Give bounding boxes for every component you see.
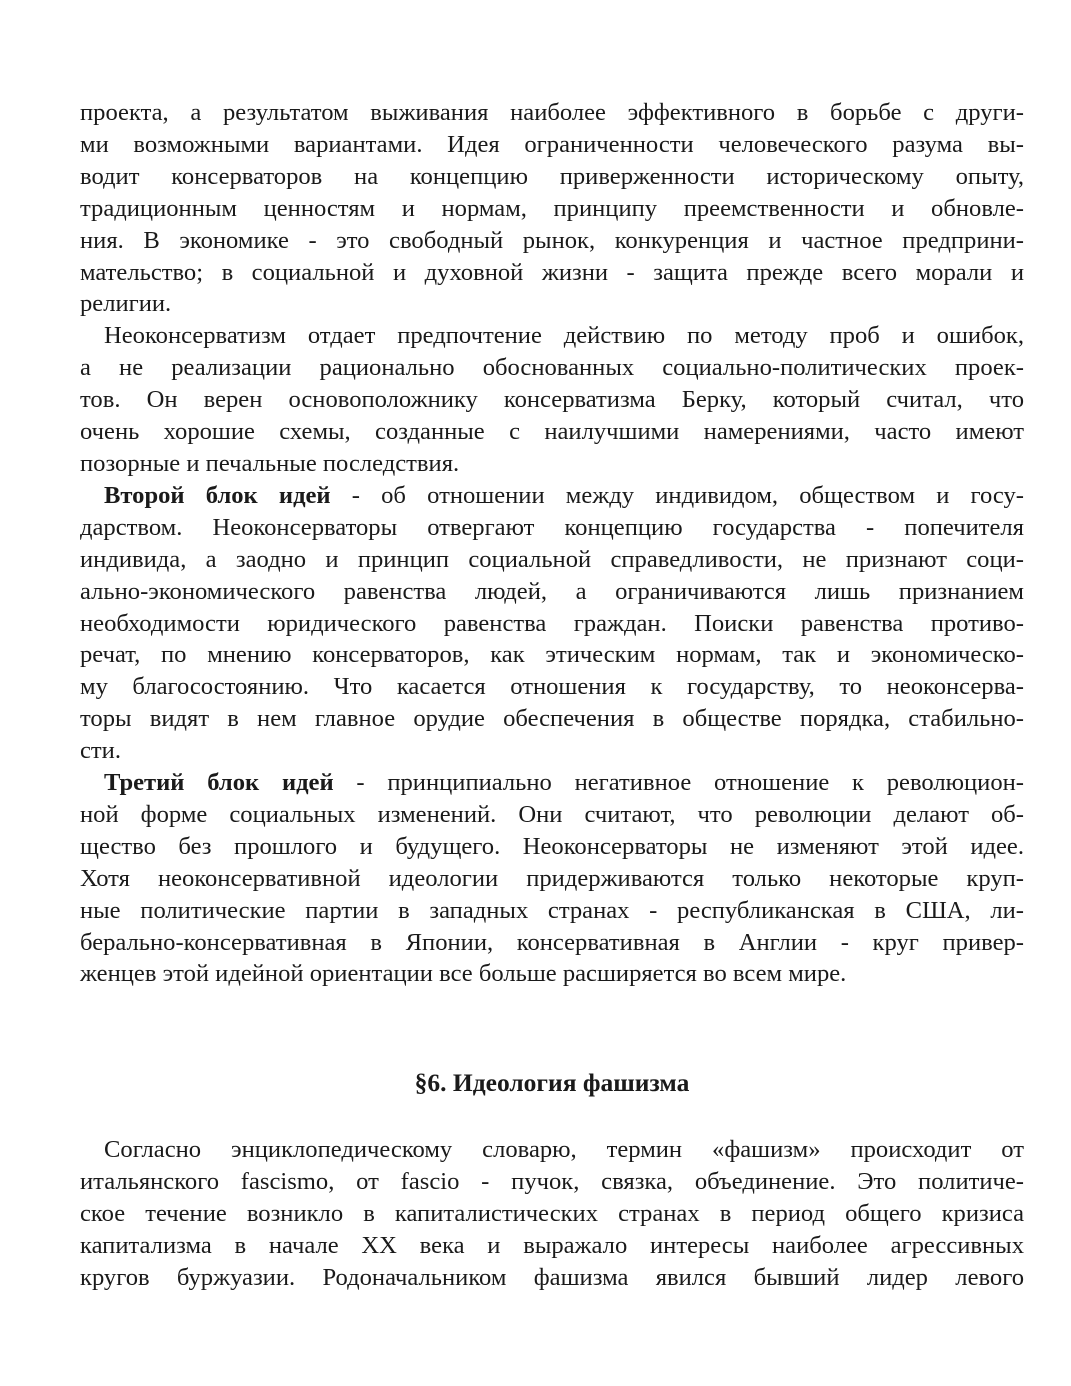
text-line: берально-консервативная в Японии, консервативная в Англии - круг привер- bbox=[80, 928, 1024, 956]
lead-rest: - принципиально негативное отношение к революцион- bbox=[333, 769, 1024, 797]
text-line: позорные и печальные последствия. bbox=[80, 449, 460, 477]
text-line: торы видят в нем главное орудие обеспечения в обществе порядка, стабильно- bbox=[80, 705, 1024, 733]
text-line: очень хорошие схемы, созданные с наилучшими намерениями, часто имеют bbox=[80, 418, 1024, 446]
section-text bbox=[80, 1134, 1024, 1294]
text-line: Хотя неоконсервативной идеологии придерживаются только некоторые круп- bbox=[80, 864, 1024, 892]
text-line: ния. В экономике - это свободный рынок, конкуренция и частное предприни- bbox=[80, 226, 1024, 254]
text-line: водит консерваторов на концепцию приверженности историческому опыту, bbox=[80, 162, 1024, 190]
main-text bbox=[80, 97, 1024, 990]
text-line: мательство; в социальной и духовной жизни - защита прежде всего морали и bbox=[80, 258, 1024, 286]
bold-lead: Второй блок идей bbox=[104, 481, 331, 509]
text-line: итальянского fascismo, от fascio - пучок, связка, объединение. Это политиче- bbox=[80, 1167, 1024, 1195]
text-line: капитализма в начале XX века и выражало интересы наиболее агрессивных bbox=[80, 1231, 1024, 1259]
text-line: традиционным ценностям и нормам, принципу преемственности и обновле- bbox=[80, 194, 1024, 222]
lead-rest: - об отношении между индивидом, обществом и госу- bbox=[330, 481, 1024, 509]
text-line: ной форме социальных изменений. Они считают, что революции делают об- bbox=[80, 800, 1024, 828]
text-line: речат, по мнению консерваторов, как этическим нормам, так и экономическо- bbox=[80, 641, 1024, 669]
text-line: кругов буржуазии. Родоначальником фашизма явился бывший лидер левого bbox=[80, 1263, 1024, 1291]
text-line bbox=[80, 767, 1024, 799]
text-line: Неоконсерватизм отдает предпочтение действию по методу проб и ошибок, bbox=[104, 322, 1024, 350]
text-line: Согласно энциклопедическому словарю, термин «фашизм» происходит от bbox=[104, 1136, 1024, 1163]
text-line: проекта, а результатом выживания наиболее эффективного в борьбе с други- bbox=[80, 99, 1024, 126]
paragraph-neoconservatism bbox=[80, 320, 1024, 480]
paragraph-third-block bbox=[80, 767, 1024, 990]
text-line: ское течение возникло в капиталистических странах в период общего кризиса bbox=[80, 1199, 1024, 1227]
text-line: му благосостоянию. Что касается отношения к государству, то неоконсерва- bbox=[80, 673, 1024, 701]
text-line: дарством. Неоконсерваторы отвергают концепцию государства - попечителя bbox=[80, 513, 1024, 541]
text-line: индивида, а заодно и принцип социальной справедливости, не признают соци- bbox=[80, 545, 1024, 573]
paragraph-fascism-definition bbox=[80, 1134, 1024, 1294]
text-line: щество без прошлого и будущего. Неоконсерваторы не изменяют этой идее. bbox=[80, 832, 1024, 860]
text-line: ми возможными вариантами. Идея ограниченности человеческого разума вы- bbox=[80, 130, 1024, 158]
text-line: а не реализации рационально обоснованных социально-политических проек- bbox=[80, 354, 1024, 382]
text-line bbox=[80, 480, 1024, 512]
bold-lead: Третий блок идей bbox=[104, 769, 334, 797]
text-line: женцев этой идейной ориентации все больше расширяется во всем мире. bbox=[80, 960, 847, 988]
text-line: ально-экономического равенства людей, а ограничиваются лишь признанием bbox=[80, 577, 1024, 605]
text-line: сти. bbox=[80, 737, 121, 765]
text-line: тов. Он верен основоположнику консерватизма Берку, который считал, что bbox=[80, 386, 1024, 414]
text-line: религии. bbox=[80, 290, 172, 318]
text-line: ные политические партии в западных странах - республиканская в США, ли- bbox=[80, 896, 1024, 924]
paragraph-second-block bbox=[80, 480, 1024, 767]
text-line: необходимости юридического равенства граждан. Поиски равенства противо- bbox=[80, 609, 1024, 637]
paragraph-continuation bbox=[80, 97, 1024, 320]
section-heading: §6. Идеология фашизма bbox=[414, 1068, 690, 1097]
